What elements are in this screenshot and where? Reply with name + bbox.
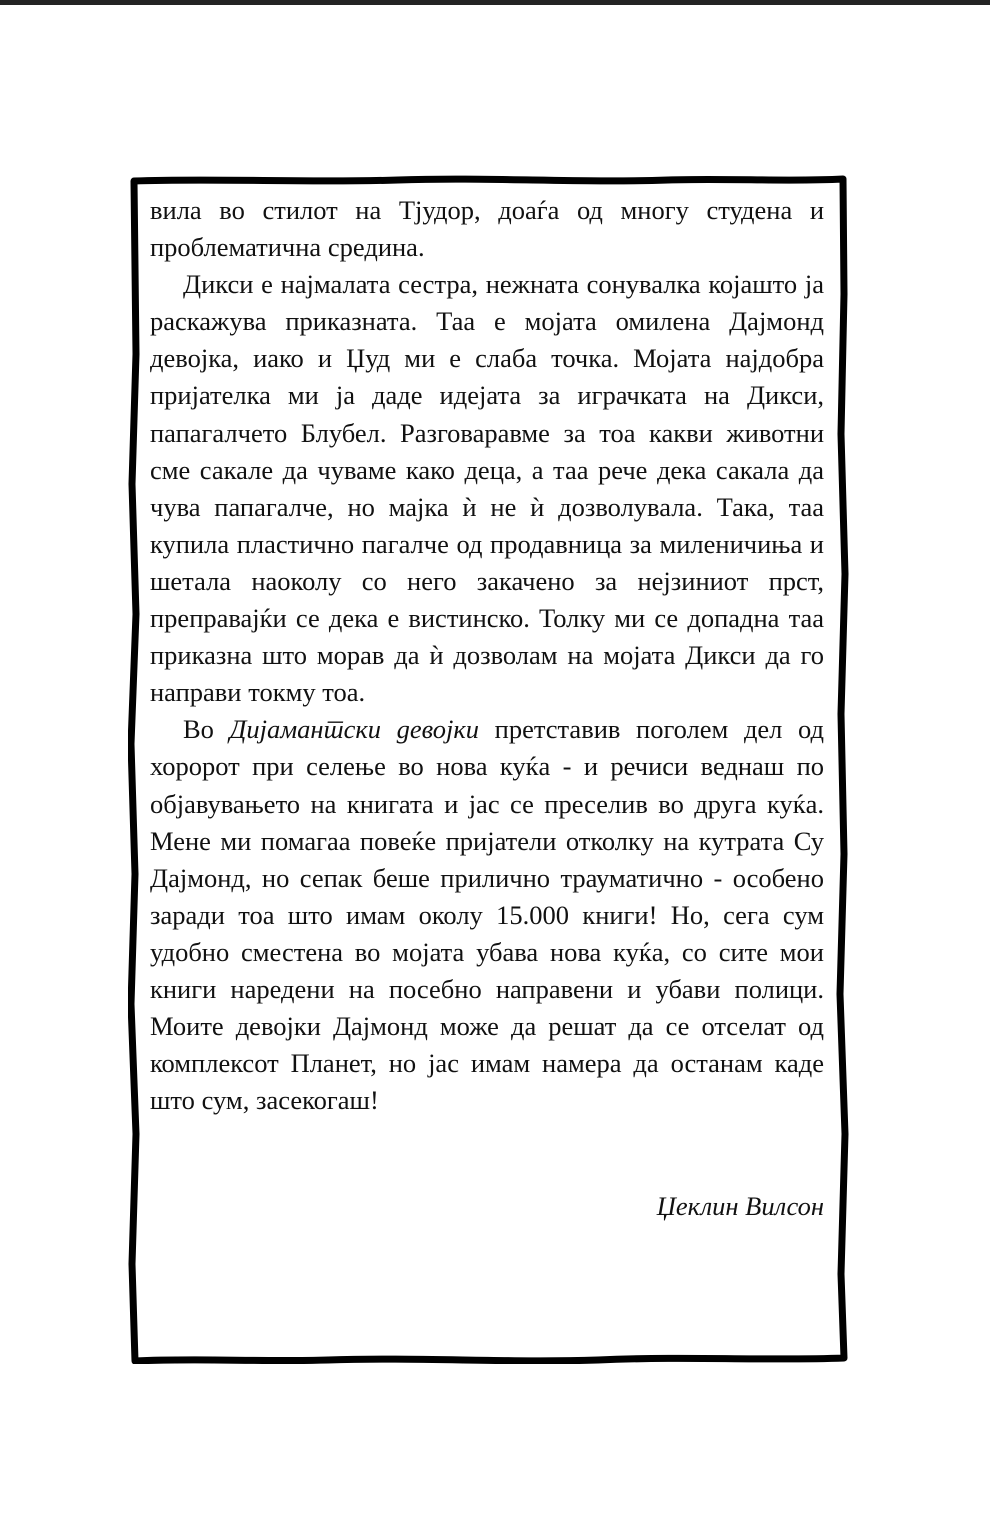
- paragraph-dixie: Дикси е најмалата сестра, нежната сонувалка којашто ја раскажува приказната. Таа е мојата омилена Дајмонд девојка, иако и Џуд ми е слаба точка. Мојата најдобра пријателка ми ја даде идејата за играчката на Дикси, папагалчето Блубел. Разговаравме за тоа какви животни сме сакале да чуваме како деца, а таа рече дека сакала да чува папагалче, но мајка ѝ не ѝ дозволувала. Така, таа купила пластично пагалче од продавница за миленичиња и шетала наоколу со него закачено за нејзиниот прст, преправајќи се дека е вистинско. Толку ми се допадна таа приказна што морав да ѝ дозволам на мојата Дикси да го направи токму тоа.: [150, 269, 824, 708]
- author-signature: Џеклин Вилсон: [656, 1191, 824, 1221]
- book-title: Дијамантски девојки: [229, 714, 480, 745]
- paragraph-diamond-girls: Во Дијамантски девојки претставив поголем дел од хоророт при селење во нова куќа - и речиси веднаш по објавувањето на книгата и јас се преселив во друга куќа. Мене ми помагаа повеќе пријатели отколку на кутрата Су Дајмонд, но сепак беше прилично трауматично - особено заради тоа што имам околу 15.000 книги! Но, сега сум удобно сместена во мојата убава нова куќа, со сите мои книги наредени на посебно направени и убави полици. Моите девојки Дајмонд може да решат да се отселат од комплексот Планет, но јас имам намера да останам каде што сум, засекогаш!: [150, 714, 824, 1116]
- paragraph-continuation: вила во стилот на Тјудор, доаѓа од многу студена и проблематична средина.: [150, 195, 824, 263]
- scan-edge-artifact: [0, 0, 990, 5]
- page-text-block: [150, 192, 824, 1119]
